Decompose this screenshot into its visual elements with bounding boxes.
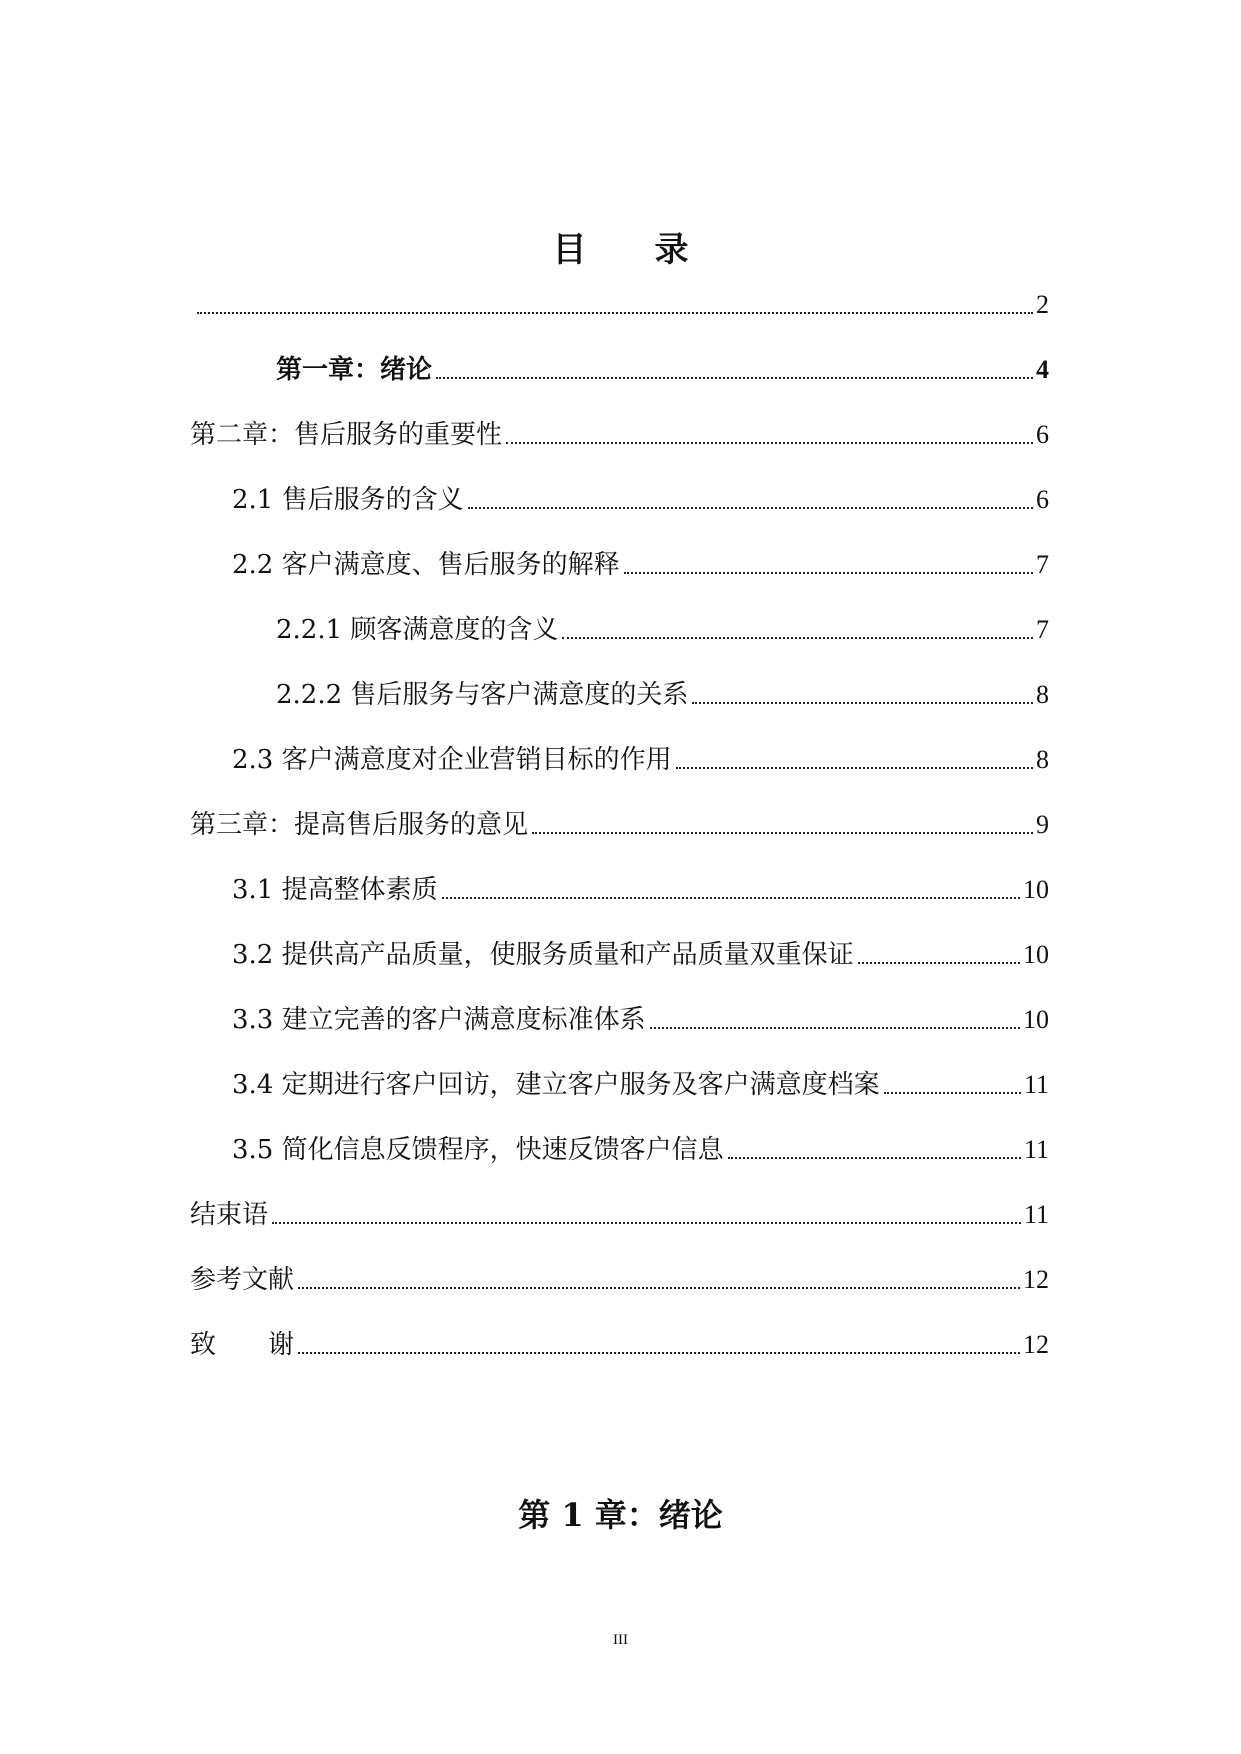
toc-entry-page: 7 bbox=[1036, 550, 1049, 579]
toc-entry bbox=[232, 548, 1049, 582]
toc-entry-page: 9 bbox=[1036, 810, 1049, 839]
toc-entry-page: 11 bbox=[1023, 1135, 1049, 1164]
toc-entry-label: 第二章：售后服务的重要性 bbox=[190, 420, 503, 450]
toc-leader-dots bbox=[650, 1027, 1020, 1029]
toc-leader-dots bbox=[532, 832, 1033, 834]
toc-entry-label: 结束语 bbox=[190, 1200, 269, 1230]
toc-entry-label: 3.5 简化信息反馈程序，快速反馈客户信息 bbox=[232, 1135, 724, 1165]
toc-entry bbox=[232, 743, 1049, 777]
toc-leader-dots bbox=[468, 507, 1033, 509]
toc-entry bbox=[190, 1198, 1049, 1232]
toc-entry-page: 10 bbox=[1023, 1005, 1049, 1034]
toc-entry bbox=[232, 938, 1049, 972]
toc-entry bbox=[232, 1068, 1049, 1102]
toc-entry-page: 12 bbox=[1023, 1265, 1049, 1294]
toc-entry bbox=[232, 483, 1049, 517]
toc-entry-label: 2.2.2 售后服务与客户满意度的关系 bbox=[276, 680, 689, 710]
toc-leader-dots bbox=[676, 767, 1033, 769]
toc-entry-page: 10 bbox=[1023, 875, 1049, 904]
toc-entry-label: 3.1 提高整体素质 bbox=[232, 875, 438, 905]
toc-entry bbox=[190, 418, 1049, 452]
toc-entry bbox=[276, 678, 1049, 712]
toc-leader-dots bbox=[298, 1352, 1020, 1354]
toc-leader-dots bbox=[884, 1092, 1021, 1094]
toc-entry bbox=[232, 873, 1049, 907]
toc-entry-page: 2 bbox=[1036, 290, 1049, 319]
toc-entry bbox=[193, 288, 1049, 322]
toc-leader-dots bbox=[728, 1157, 1021, 1159]
toc-entry-label: 第三章：提高售后服务的意见 bbox=[190, 810, 529, 840]
toc-entry bbox=[190, 808, 1049, 842]
toc-entry-label: 3.3 建立完善的客户满意度标准体系 bbox=[232, 1005, 646, 1035]
toc-entry bbox=[276, 353, 1049, 387]
toc-leader-dots bbox=[624, 572, 1033, 574]
toc-entry-page: 4 bbox=[1036, 355, 1049, 384]
toc-entry-page: 12 bbox=[1023, 1330, 1049, 1359]
toc-entry-page: 10 bbox=[1023, 940, 1049, 969]
toc-leader-dots bbox=[298, 1287, 1020, 1289]
toc-leader-dots bbox=[272, 1222, 1021, 1224]
toc-leader-dots bbox=[562, 637, 1033, 639]
toc-leader-dots bbox=[692, 702, 1033, 704]
chapter-heading: 第 1 章：绪论 bbox=[518, 1496, 723, 1534]
toc-entry-page: 8 bbox=[1036, 745, 1049, 774]
toc-entry-page: 6 bbox=[1036, 420, 1049, 449]
toc-entry-label: 2.2.1 顾客满意度的含义 bbox=[276, 615, 559, 645]
toc-entry-label: 3.4 定期进行客户回访，建立客户服务及客户满意度档案 bbox=[232, 1070, 880, 1100]
toc-leader-dots bbox=[436, 377, 1033, 379]
toc-entry-page: 11 bbox=[1023, 1200, 1049, 1229]
toc-entry bbox=[190, 1328, 1049, 1362]
toc-leader-dots bbox=[506, 442, 1033, 444]
toc-entry-label: 3.2 提供高产品质量，使服务质量和产品质量双重保证 bbox=[232, 940, 854, 970]
toc-entry-page: 6 bbox=[1036, 485, 1049, 514]
toc-entry bbox=[190, 1263, 1049, 1297]
toc-entry bbox=[232, 1133, 1049, 1167]
toc-leader-dots bbox=[442, 897, 1020, 899]
toc-entry bbox=[276, 613, 1049, 647]
toc-entry-page: 7 bbox=[1036, 615, 1049, 644]
toc-entry-label: 2.1 售后服务的含义 bbox=[232, 485, 464, 515]
toc-entry-page: 8 bbox=[1036, 680, 1049, 709]
toc-entry-page: 11 bbox=[1023, 1070, 1049, 1099]
toc-entry-label: 2.3 客户满意度对企业营销目标的作用 bbox=[232, 745, 672, 775]
toc-leader-dots bbox=[197, 312, 1033, 314]
page-number: III bbox=[613, 1632, 628, 1648]
toc-title: 目 录 bbox=[552, 230, 689, 270]
toc-entry-label: 参考文献 bbox=[190, 1265, 295, 1295]
toc-entry-label: 第一章：绪论 bbox=[276, 355, 433, 385]
toc-leader-dots bbox=[858, 962, 1020, 964]
toc-entry-label: 2.2 客户满意度、售后服务的解释 bbox=[232, 550, 620, 580]
toc-entry bbox=[232, 1003, 1049, 1037]
toc-entry-label: 致 谢 bbox=[190, 1330, 295, 1360]
